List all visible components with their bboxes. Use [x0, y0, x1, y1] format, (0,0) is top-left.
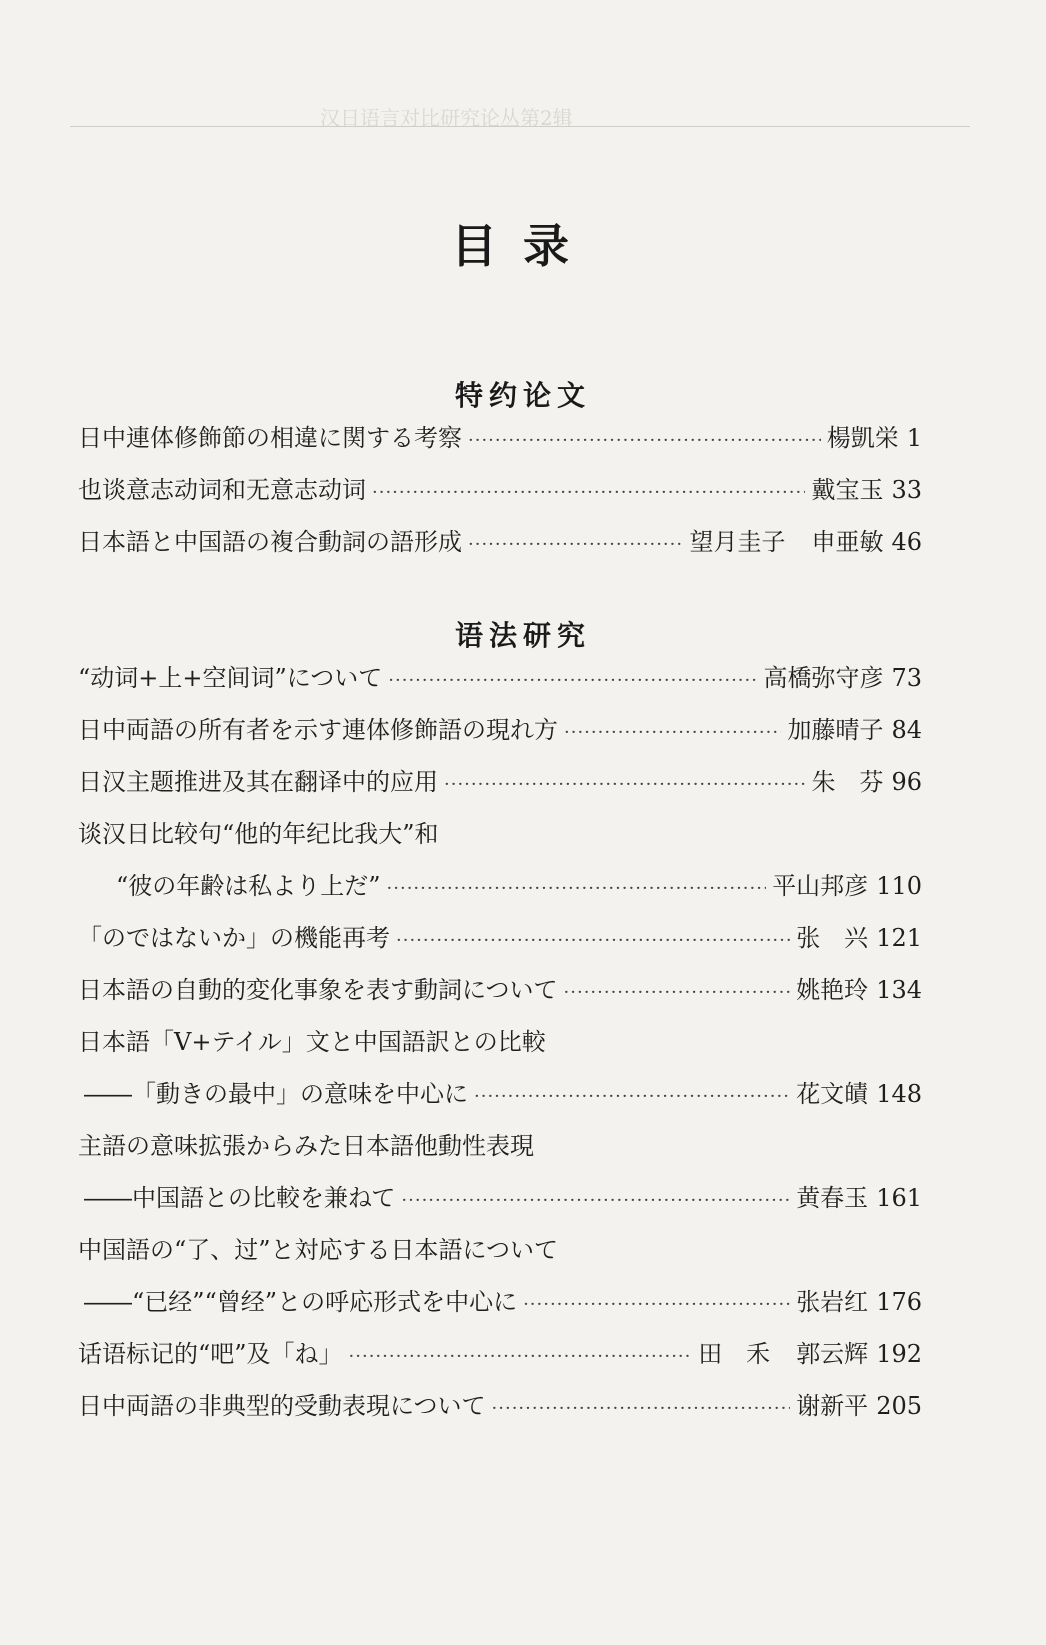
- toc-entry[interactable]: [78, 920, 922, 956]
- toc-entry[interactable]: [78, 420, 922, 456]
- entry-page: 33: [891, 476, 922, 504]
- leader-dots: [444, 767, 805, 803]
- toc-entry[interactable]: [116, 868, 922, 904]
- entry-page: 176: [876, 1288, 922, 1316]
- entry-title: 日本語と中国語の複合動詞の語形成: [78, 528, 462, 556]
- entry-author: 朱 芬: [811, 768, 884, 796]
- entry-page: 1: [906, 424, 922, 452]
- toc-entry[interactable]: [78, 1388, 922, 1424]
- section-heading-special: 特约论文: [454, 379, 591, 412]
- entry-title: “彼の年齢は私より上だ”: [116, 872, 381, 900]
- toc-entry[interactable]: [78, 712, 922, 748]
- entry-author: 加藤晴子: [787, 716, 884, 744]
- leader-dots: [564, 975, 791, 1011]
- entry-author: 谢新平: [796, 1392, 869, 1420]
- entry-title: 日中連体修飾節の相違に関する考察: [78, 424, 462, 452]
- leader-dots: [468, 527, 683, 563]
- entry-author: 申亜敏: [811, 528, 884, 556]
- entry-title: ――「動きの最中」の意味を中心に: [84, 1080, 468, 1108]
- entry-author: 张岩红: [796, 1288, 869, 1316]
- toc-entry[interactable]: [84, 1076, 922, 1112]
- entry-title: 「のではないか」の機能再考: [78, 924, 390, 952]
- entry-page: 121: [876, 924, 922, 952]
- leader-dots: [388, 663, 757, 699]
- entry-title: 也谈意志动词和无意志动词: [78, 476, 366, 504]
- toc-entry[interactable]: [78, 1336, 922, 1372]
- leader-dots: [401, 1183, 790, 1219]
- entry-title: 日汉主题推进及其在翻译中的应用: [78, 768, 438, 796]
- entry-title: 话语标记的“吧”及「ね」: [78, 1340, 343, 1368]
- toc-entry[interactable]: [78, 660, 922, 696]
- entry-author: 田 禾: [698, 1340, 771, 1368]
- entry-title: 日本語の自動的変化事象を表す動詞について: [78, 976, 558, 1004]
- leader-dots: [349, 1339, 693, 1375]
- entry-author: 楊凱栄: [826, 424, 899, 452]
- entry-page: 84: [891, 716, 922, 744]
- toc-entry[interactable]: [84, 1180, 922, 1216]
- leader-dots: [387, 871, 767, 907]
- entry-page: 96: [891, 768, 922, 796]
- entry-title: ――“已经”“曾经”との呼応形式を中心に: [84, 1288, 518, 1316]
- entry-author: 张 兴: [796, 924, 869, 952]
- entry-title: 日中両語の所有者を示す連体修飾語の現れ方: [78, 716, 558, 744]
- entry-author: 平山邦彦: [772, 872, 869, 900]
- entry-page: 134: [876, 976, 922, 1004]
- entry-page: 148: [876, 1080, 922, 1108]
- entry-author: 姚艳玲: [796, 976, 869, 1004]
- entry-author: 黄春玉: [796, 1184, 869, 1212]
- entry-author: 花文皟: [796, 1080, 869, 1108]
- leader-dots: [564, 715, 781, 751]
- entry-author: 高橋弥守彦: [763, 664, 884, 692]
- leader-dots: [474, 1079, 790, 1115]
- entry-title-line[interactable]: 日本語「V+テイル」文と中国語訳との比較: [78, 1028, 546, 1056]
- entry-page: 73: [891, 664, 922, 692]
- entry-title-line[interactable]: 主語の意味拡張からみた日本語他動性表現: [78, 1132, 534, 1160]
- leader-dots: [468, 423, 821, 459]
- toc-entry[interactable]: [78, 472, 922, 508]
- running-header-bleedthrough: 汉日语言对比研究论丛第2辑: [320, 106, 573, 130]
- entry-title: “动词+上+空间词”について: [78, 664, 383, 692]
- section-heading-grammar: 语法研究: [454, 619, 591, 652]
- entry-title-line[interactable]: 谈汉日比较句“他的年纪比我大”和: [78, 820, 439, 848]
- entry-author: 戴宝玉: [811, 476, 884, 504]
- toc-entry[interactable]: [84, 1284, 922, 1320]
- toc-entry[interactable]: [78, 764, 922, 800]
- leader-dots: [396, 923, 790, 959]
- entry-title: ――中国語との比較を兼ねて: [84, 1184, 396, 1212]
- entry-page: 110: [876, 872, 922, 900]
- leader-dots: [523, 1287, 790, 1323]
- entry-author: 郭云辉: [796, 1340, 869, 1368]
- entry-author: 望月圭子: [689, 528, 786, 556]
- leader-dots: [372, 475, 805, 511]
- page-title: 目录: [451, 219, 595, 273]
- toc-entry[interactable]: [78, 524, 922, 560]
- entry-title-line[interactable]: 中国語の“了、过”と対応する日本語について: [78, 1236, 559, 1264]
- entry-page: 161: [876, 1184, 922, 1212]
- entry-title: 日中両語の非典型的受動表現について: [78, 1392, 486, 1420]
- leader-dots: [492, 1391, 791, 1427]
- entry-page: 192: [876, 1340, 922, 1368]
- toc-entry[interactable]: [78, 972, 922, 1008]
- entry-page: 46: [891, 528, 922, 556]
- entry-page: 205: [876, 1392, 922, 1420]
